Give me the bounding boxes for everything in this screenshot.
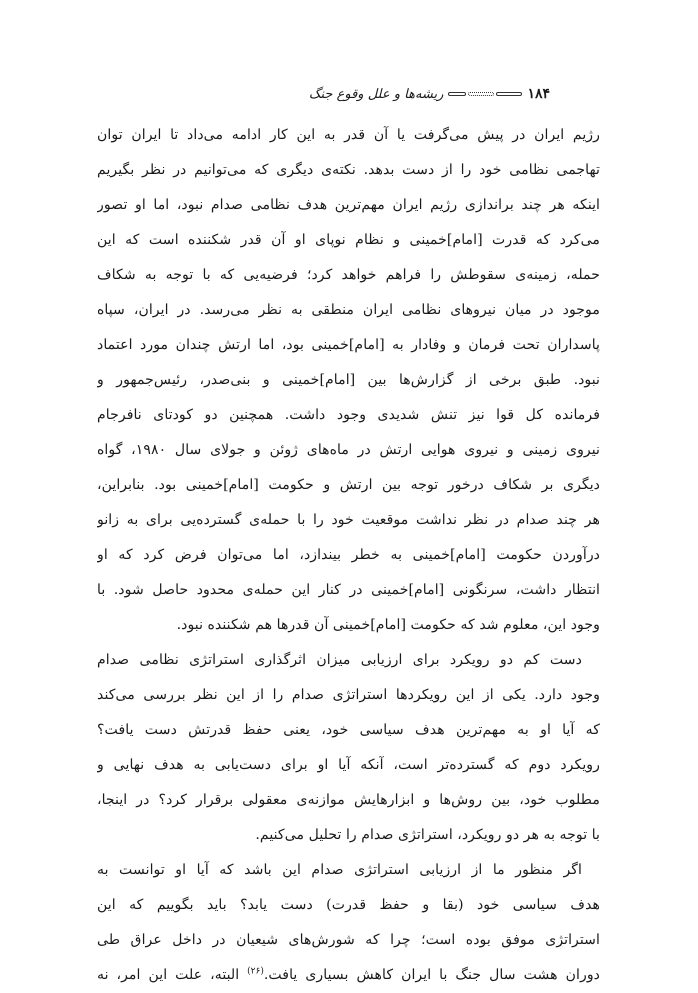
text-line: رویکرد دوم که گسترده‌تر است، آنکه آیا او برای دست‌یابی به هدف نهایی و — [97, 757, 600, 773]
header-ornament-icon — [448, 92, 522, 96]
text-segment: دوران هشت سال جنگ با ایران کاهش بسیاری یافت. — [263, 967, 600, 983]
text-line: اینکه هر چند براندازی رژیم ایران مهم‌ترین هدف نظامی صدام نبود، اما او تصور — [97, 197, 600, 213]
text-line: پاسداران تحت فرمان و وفادار به [امام]خمینی بود، اما ارتش چندان مورد اعتماد — [97, 337, 600, 353]
text-line: می‌کرد که قدرت [امام]خمینی و نظام نوپای او آن قدر شکننده است که این — [97, 232, 600, 248]
body-text — [97, 118, 600, 993]
text-line: دیگری بر شکاف درخور توجه بین ارتش و حکومت [امام]خمینی بود. بنابراین، — [97, 477, 600, 493]
page-number: ۱۸۴ — [527, 86, 550, 102]
text-line: حمله، زمینه‌ی سقوطش را فراهم خواهد کرد؛ فرضیه‌یی که با توجه به شکاف — [97, 267, 600, 283]
text-line: مطلوب خود، بین روش‌ها و ابزارهایش موازنه‌ی معقولی برقرار کرد؟ در اینجا، — [97, 792, 600, 808]
text-line: دست کم دو رویکرد برای ارزیابی میزان اثرگذاری استراتژی نظامی صدام — [97, 652, 582, 668]
text-line: تهاجمی نظامی خود را از دست بدهد. نکته‌ی دیگری که می‌توانیم در نظر بگیریم — [97, 162, 600, 178]
text-line: وجود این، معلوم شد که حکومت [امام]خمینی آن قدرها هم شکننده نبود. — [176, 617, 600, 633]
text-line: با توجه به هر دو رویکرد، استراتژی صدام را تحلیل می‌کنیم. — [255, 827, 600, 843]
text-line: نیروی زمینی و نیروی هوایی ارتش در ماه‌های ژوئن و جولای سال ۱۹۸۰، گواه — [97, 442, 600, 458]
text-line-with-footnote — [97, 958, 600, 993]
text-line: هر چند صدام در نظر نداشت موقعیت خود را با حمله‌ی گسترده‌یی برای به زانو — [97, 512, 600, 528]
text-line: فرمانده کل قوا نیز تنش شدیدی وجود داشت. همچنین دو کودتای نافرجام — [97, 407, 600, 423]
text-line: درآوردن حکومت [امام]خمینی به خطر بیندازد، اما می‌توان فرض کرد که او — [97, 547, 600, 563]
text-line: رژیم ایران در پیش می‌گرفت یا آن قدر به این کار ادامه می‌داد تا ایران توان — [97, 127, 600, 143]
text-line: هدف سیاسی خود (بقا و حفظ قدرت) دست یابد؟ باید بگوییم که این — [97, 897, 600, 913]
footnote-reference[interactable]: (۲۶) — [247, 966, 264, 977]
text-line: نبود. طبق برخی از گزارش‌ها بین [امام]خمینی و بنی‌صدر، رئیس‌جمهور و — [97, 372, 600, 388]
text-line: انتظار داشت، سرنگونی [امام]خمینی در کنار این حمله‌ی محدود حاصل شود. با — [97, 582, 600, 598]
text-line: اگر منظور ما از ارزیابی استراتژی صدام این باشد که آیا او توانست به — [97, 862, 582, 878]
running-title: ریشه‌ها و علل وقوع جنگ — [308, 86, 444, 102]
text-line: که آیا او به مهم‌ترین هدف سیاسی خود، یعنی حفظ قدرتش دست یافت؟ — [97, 722, 600, 738]
text-line: استراتژی موفق بوده است؛ چرا که شورش‌های شیعیان در داخل عراق طی — [97, 932, 600, 948]
text-line: موجود در میان نیروهای نظامی ایران منطقی به نظر می‌رسد. در ایران، سپاه — [97, 302, 600, 318]
text-line: وجود دارد. یکی از این رویکردها استراتژی صدام را از این نظر بررسی می‌کند — [97, 687, 600, 703]
running-header — [308, 82, 550, 106]
text-segment: البته، علت این امر، نه — [97, 967, 248, 983]
